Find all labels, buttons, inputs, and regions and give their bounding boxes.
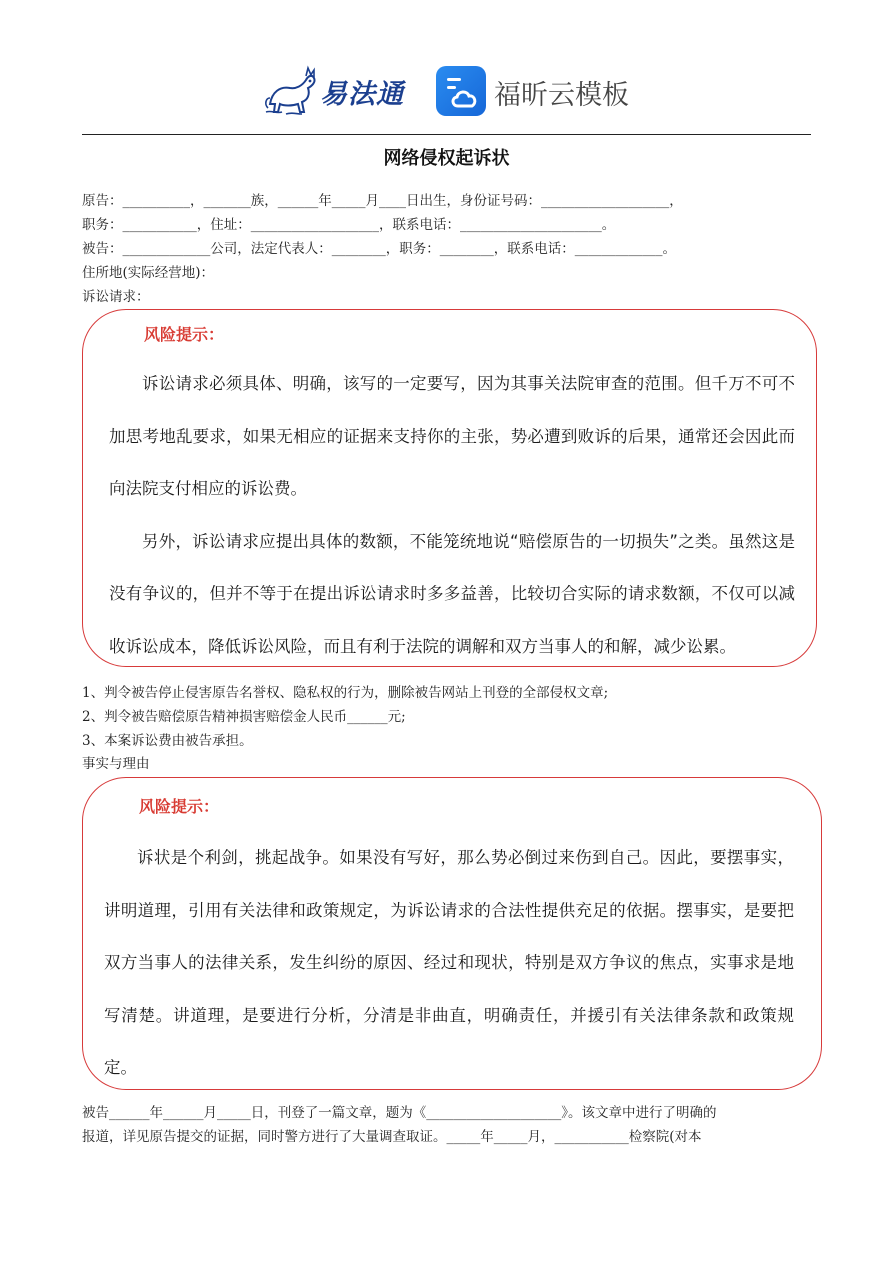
foxit-logo-text: 福昕云模板 <box>494 80 629 111</box>
risk-paragraph: 另外，诉讼请求应提出具体的数额，不能笼统地说“赔偿原告的一切损失”之类。虽然这是没有争议的，但并不等于在提出诉讼请求时多多益善，比较切合实际的请求数额，不仅可以减收诉讼成本，降低诉讼风险，而且有利于法院的调解和双方当事人的和解，减少讼累。 <box>109 531 795 656</box>
qilin-icon <box>262 64 320 116</box>
yifatong-logo-text: 易法通 <box>320 79 404 110</box>
facts-heading: 事实与理由 <box>82 756 150 772</box>
plaintiff-line-2: 职务：___________，住址：___________________，联系电话：_____________________。 <box>82 217 616 233</box>
foxit-cloud-template-logo <box>436 64 636 120</box>
claim-item-1: 1、判令被告停止侵害原告名誉权、隐私权的行为，删除被告网站上刊登的全部侵权文章; <box>82 685 609 701</box>
risk-warning-title: 风险提示： <box>139 797 220 816</box>
risk-paragraph: 诉讼请求必须具体、明确，该写的一定要写，因为其事关法院审查的范围。但千万不可不加思考地乱要求，如果无相应的证据来支持你的主张，势必遭到败诉的后果，通常还会因此而向法院支付相应的诉讼费。 <box>109 374 795 498</box>
risk-warning-text <box>109 358 795 673</box>
risk-warning-box-claims <box>82 309 817 667</box>
page-header <box>0 62 893 120</box>
risk-warning-box-facts <box>82 777 822 1090</box>
yifatong-logo <box>262 62 412 120</box>
plaintiff-line-1: 原告：__________，_______族，______年_____月____日出生，身份证号码：___________________， <box>82 193 683 209</box>
defendant-line: 被告：_____________公司，法定代表人：________，职务：________，联系电话：_____________。 <box>82 241 676 257</box>
header-divider <box>82 134 811 135</box>
facts-line-1: 被告______年______月_____日，刊登了一篇文章，题为《____________________》。该文章中进行了明确的 <box>82 1105 717 1121</box>
facts-line-2: 报道，详见原告提交的证据，同时警方进行了大量调查取证。_____年_____月，___________检察院(对本 <box>82 1129 702 1145</box>
address-line: 住所地(实际经营地)： <box>82 265 215 281</box>
claims-heading: 诉讼请求： <box>82 289 150 305</box>
cloud-document-icon <box>436 66 486 116</box>
risk-paragraph: 诉状是个利剑，挑起战争。如果没有写好，那么势必倒过来伤到自己。因此，要摆事实，讲明道理，引用有关法律和政策规定，为诉讼请求的合法性提供充足的依据。摆事实，是要把双方当事人的法律关系，发生纠纷的原因、经过和现状，特别是双方争议的焦点，实事求是地写清楚。讲道理，是要进行分析，分清是非曲直，明确责任，并援引有关法律条款和政策规定。 <box>104 848 794 1077</box>
risk-warning-text <box>104 832 794 1095</box>
risk-warning-title: 风险提示： <box>144 325 225 344</box>
claim-item-2: 2、判令被告赔偿原告精神损害赔偿金人民币______元; <box>82 709 406 725</box>
document-title: 网络侵权起诉状 <box>383 148 510 169</box>
claim-item-3: 3、本案诉讼费由被告承担。 <box>82 733 253 749</box>
